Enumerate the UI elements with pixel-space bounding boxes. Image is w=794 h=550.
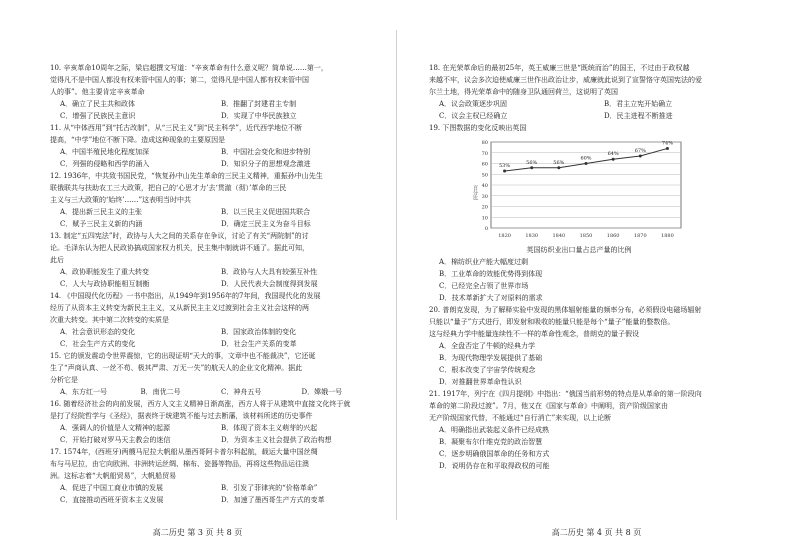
data-point bbox=[612, 158, 615, 161]
x-tick-label: 1830 bbox=[525, 233, 539, 239]
answer-option: D．民主进程不断推进 bbox=[604, 112, 673, 120]
answer-option: C．议会主权已经确立 bbox=[439, 112, 508, 120]
right-page bbox=[399, 0, 794, 550]
answer-option: B．工业革命的效能优势得到体现 bbox=[439, 270, 543, 278]
chart-svg bbox=[469, 136, 689, 244]
y-tick-label: 80 bbox=[481, 140, 488, 146]
x-tick-label: 1880 bbox=[661, 233, 674, 239]
answer-option: C．根本改变了宇宙学传统观念 bbox=[439, 366, 536, 374]
answer-option: B．为现代物理学发展提供了基础 bbox=[439, 354, 543, 362]
answer-option: D．实现了中华民族独立 bbox=[221, 112, 297, 120]
answer-option: A．棉纺织业产能大幅度过剩 bbox=[439, 258, 529, 266]
question-stem-line: 此后 bbox=[50, 256, 64, 264]
data-label: 53% bbox=[499, 163, 511, 170]
x-tick-label: 1870 bbox=[633, 233, 647, 239]
answer-options bbox=[50, 422, 372, 446]
question-stem-line: 革命的第二阶段过渡”。7月，他又在《国家与革命》中阐明，资产阶级国家由 bbox=[429, 402, 669, 410]
export-ratio-chart bbox=[469, 136, 689, 244]
answer-option: A．全盘否定了牛顿的经典力学 bbox=[439, 342, 536, 350]
answer-option: A．提出新三民主义的主张 bbox=[60, 208, 143, 216]
data-label: 74% bbox=[661, 140, 673, 147]
question-stem-line: 18. 在光荣革命后的最初25年，英王威廉三世是“既统而治”的国王，不过由于政权越 bbox=[429, 64, 690, 72]
data-point bbox=[639, 154, 642, 157]
question-stem-line: 21. 1917年，列宁在《四月提纲》中指出：“俄国当前形势的特点是从革命的第一阶段向 bbox=[429, 390, 702, 398]
y-tick-label: 70 bbox=[481, 150, 488, 157]
answer-options bbox=[429, 340, 759, 388]
left-question-column bbox=[50, 62, 372, 506]
data-point bbox=[557, 166, 560, 169]
y-tick-label: 10 bbox=[481, 215, 488, 222]
answer-option: A．社会意识形态的变化 bbox=[60, 328, 136, 336]
y-tick-label: 60 bbox=[481, 161, 488, 168]
answer-option: D．加速了墨西哥生产方式的变革 bbox=[221, 496, 325, 504]
x-tick-label: 1850 bbox=[579, 233, 593, 239]
answer-option: D．技术革新扩大了对原料的需求 bbox=[439, 294, 543, 302]
answer-option: D．嫦娥一号 bbox=[301, 388, 343, 396]
data-point bbox=[585, 162, 588, 165]
page-divider bbox=[396, 30, 397, 520]
question-stem-line: 联俄联共与扶助农工三大政策，把自己的‘心思才力’去‘贯澈（彻）’革命的三民 bbox=[50, 184, 287, 192]
question-17 bbox=[50, 446, 372, 506]
question-stem-line: 洲。这标志着“大帆船贸易”，大帆船贸易 bbox=[50, 472, 177, 480]
question-stem-line: 16. 随着经济社会的向前发展，西方人文主义精神日渐高涨，西方人将于从建筑中直接文化终于就 bbox=[50, 400, 351, 408]
answer-option: D．确定三民主义为奋斗目标 bbox=[221, 220, 311, 228]
question-16 bbox=[50, 398, 372, 446]
data-label: 60% bbox=[580, 155, 592, 162]
data-label: 56% bbox=[553, 159, 565, 166]
data-point bbox=[503, 170, 506, 173]
data-label: 64% bbox=[607, 151, 619, 158]
answer-options bbox=[50, 326, 372, 350]
answer-option: B．引发了菲律宾的“价格革命” bbox=[221, 484, 318, 492]
answer-options bbox=[50, 98, 372, 122]
answer-options bbox=[429, 98, 759, 122]
question-stem-line: 15. 它的颁发震动令世界震惊，它的出现证明“天大的事，文章中也不能裁决”，它还诞 bbox=[50, 352, 316, 360]
question-14 bbox=[50, 290, 372, 350]
answer-options bbox=[50, 266, 372, 290]
answer-option: D．说明仍存在和平取得政权的可能 bbox=[439, 462, 550, 470]
question-11 bbox=[50, 122, 372, 170]
question-stem-line: 这与经典力学中能量连续性不一样的革命性观念，普朗克的量子假设 bbox=[429, 330, 639, 338]
question-15 bbox=[50, 350, 372, 398]
question-12 bbox=[50, 170, 372, 230]
question-stem-line: 论。毛泽东认为把人民政协搞成国家权力机关，民主集中制就讲不通了。据此可知， bbox=[50, 244, 309, 252]
answer-option: C．社会生产方式的变化 bbox=[60, 340, 136, 348]
question-stem-line: 无产阶级国家代替，不能通过“自行消亡”来实现，以上论断 bbox=[429, 414, 612, 422]
question-stem-line: 尔兰土地，得光荣革命中的随身卫队通回荷兰，这说明了英国 bbox=[429, 88, 618, 96]
answer-option: A．促进了中国工商业市镇的发展 bbox=[60, 484, 164, 492]
answer-option: D．对推翻世界革命性认识 bbox=[439, 378, 522, 386]
question-stem-line: 19. 下图数据的变化反映出英国 bbox=[429, 124, 527, 132]
answer-option: A．政协职能发生了重大转变 bbox=[60, 268, 150, 276]
question-stem-line: 10. 辛亥革命10周年之际，梁启超撰文写道：“辛亥革命有什么意义呢？简单说……第一， bbox=[50, 64, 328, 72]
question-stem-line: 是打了经院哲学与《圣经》，据表终于统建筑不能与过去断藩，该材料所述的历史事件 bbox=[50, 412, 313, 420]
answer-option: C．赋予三民主义新的内涵 bbox=[60, 220, 143, 228]
left-page bbox=[0, 0, 395, 550]
answer-option: B．推翻了封建君主专制 bbox=[221, 100, 297, 108]
answer-option: D．社会生产关系的变革 bbox=[221, 340, 297, 348]
question-19 bbox=[429, 122, 759, 304]
answer-option: C．开始打破对罗马天主教会的迷信 bbox=[60, 436, 171, 444]
data-label: 56% bbox=[526, 159, 538, 166]
left-page-footer: 高二历史 第 3 页 共 8 页 bbox=[152, 528, 243, 537]
answer-option: C．神舟五号 bbox=[221, 388, 262, 396]
answer-option: B．君主立宪开始确立 bbox=[604, 100, 673, 108]
answer-option: A．议会政策逐步巩固 bbox=[439, 100, 508, 108]
answer-option: C．逐步明确俄国革命的任务和方式 bbox=[439, 450, 550, 458]
y-tick-label: 0 bbox=[484, 226, 488, 232]
answer-option: B．中国社会变化和进步特别 bbox=[221, 148, 311, 156]
y-tick-label: 50 bbox=[481, 172, 488, 179]
answer-option: B．国家政治体制的变化 bbox=[221, 328, 297, 336]
answer-options bbox=[50, 146, 372, 170]
answer-option: A．东方红一号 bbox=[60, 388, 108, 396]
answer-options bbox=[429, 256, 759, 304]
answer-option: C．列强的侵略和西学的涌入 bbox=[60, 160, 150, 168]
y-tick-label: 40 bbox=[481, 183, 488, 189]
x-tick-label: 1840 bbox=[552, 233, 566, 239]
question-stem-line: 12. 1936年，中共致书国民党，“恢复孙中山先生革命的三民主义精神，重振孙中山先生 bbox=[50, 172, 323, 180]
answer-option: C．已经完全占领了世界市场 bbox=[439, 282, 529, 290]
question-stem-line: 11. 从“中体西用”到“托古改制”，从“三民主义”到“民主科学”，近代西学地位不断 bbox=[50, 124, 302, 132]
question-18 bbox=[429, 62, 759, 122]
question-stem-line: 13. 制定“五四宪法”时，政协与人大之间的关系存在争议，讨论了有关“两院制”的讨 bbox=[50, 232, 309, 240]
answer-option: B．凝聚布尔什维克党的政治智慧 bbox=[439, 438, 543, 446]
question-10 bbox=[50, 62, 372, 122]
answer-option: C．增强了民族民主意识 bbox=[60, 112, 136, 120]
answer-option: A．中国半殖民地化程度加深 bbox=[60, 148, 150, 156]
answer-option: B．体现了资本主义萌芽的兴起 bbox=[221, 424, 318, 432]
question-stem-line: 17. 1574年，(西班牙)两艘马尼拉大帆船从墨西哥阿卡普尔科起航，载运大量中国丝绸 bbox=[50, 448, 318, 456]
data-label: 67% bbox=[634, 147, 646, 154]
question-stem-line: 次重大转变。其中第二次转变的实质是 bbox=[50, 316, 169, 324]
right-question-column bbox=[429, 62, 759, 472]
y-tick-label: 30 bbox=[481, 193, 488, 200]
chart-caption: 英国纺织业出口量占总产量的比例 bbox=[526, 246, 632, 254]
question-stem-line: 20. 普朗克发现，为了解释实验中发现的黑体辐射能量的频率分布，必须假设电磁场辐射 bbox=[429, 306, 702, 314]
right-page-footer: 高二历史 第 4 页 共 8 页 bbox=[551, 528, 642, 537]
question-stem-line: 觉得凡不是中国人都没有权来管中国人的事；第二，觉得凡是中国人都有权来管中国 bbox=[50, 76, 309, 84]
answer-option: D．知识分子的思想观念激进 bbox=[221, 160, 311, 168]
data-point bbox=[666, 147, 669, 150]
answer-options bbox=[50, 206, 372, 230]
question-13 bbox=[50, 230, 372, 290]
question-stem-line: 布与马尼拉，由它向欧洲、非洲转运丝绸、棉布、瓷器等物品，再将这些物品运往澳 bbox=[50, 460, 309, 468]
question-21 bbox=[429, 388, 759, 472]
answer-option: D．人民代表大会制度得到发展 bbox=[221, 280, 318, 288]
answer-option: B．以三民主义促进国共联合 bbox=[221, 208, 311, 216]
question-stem-line: 主义与三大政策的‘始终’……”这表明当时中共 bbox=[50, 196, 192, 204]
answer-option: A．强调人的价值是人文精神的起源 bbox=[60, 424, 171, 432]
answer-option: B．南优二号 bbox=[140, 388, 181, 396]
x-tick-label: 1860 bbox=[606, 233, 620, 239]
question-stem-line: 提高，“中学”地位不断下降。造成这种现象的主要原因是 bbox=[50, 136, 226, 144]
answer-options bbox=[50, 482, 372, 506]
question-stem-line: 只能以“量子”方式进行，即发射和吸收的能量只能是每个“量子”能量的整数倍。 bbox=[429, 318, 675, 326]
question-stem-line: 14. 《中国现代化历程》一书中指出，从1949年到1956年的7年间，我国现代化的发展 bbox=[50, 292, 321, 300]
answer-option: C．人大与政协职能相互制衡 bbox=[60, 280, 150, 288]
question-stem-line: 人的事”。他主要肯定辛亥革命 bbox=[50, 88, 145, 96]
question-stem-line: 生了“声商认真、一丝不苟、极其严肃、万无一失”的航天人的企业文化精神。据此 bbox=[50, 364, 303, 372]
answer-option: A．确立了民主共和政体 bbox=[60, 100, 136, 108]
x-tick-label: 1820 bbox=[498, 233, 511, 239]
question-20 bbox=[429, 304, 759, 388]
question-stem-line: 经历了从资本主义转变为新民主主义，又从新民主主义过渡到社会主义社会这样的两 bbox=[50, 304, 309, 312]
question-stem-line: 分析它是 bbox=[50, 376, 78, 384]
answer-option: D．为资本主义社会提供了政治构想 bbox=[221, 436, 332, 444]
data-point bbox=[530, 166, 533, 169]
answer-option: B．政协与人大具有较强互补性 bbox=[221, 268, 318, 276]
y-tick-label: 20 bbox=[481, 204, 488, 211]
answer-option: C．直接推动西班牙资本主义发展 bbox=[60, 496, 164, 504]
answer-options bbox=[429, 424, 759, 472]
answer-option: A．明确指出武装起义条件已经成熟 bbox=[439, 426, 550, 434]
answer-options bbox=[50, 386, 372, 398]
question-stem-line: 来越不牢，议会多次迫使威廉三世作出政治让步，威廉就此说到了宣誓恪守英国宪法的爱 bbox=[429, 76, 702, 84]
y-axis-label: 百分比 bbox=[472, 185, 478, 200]
